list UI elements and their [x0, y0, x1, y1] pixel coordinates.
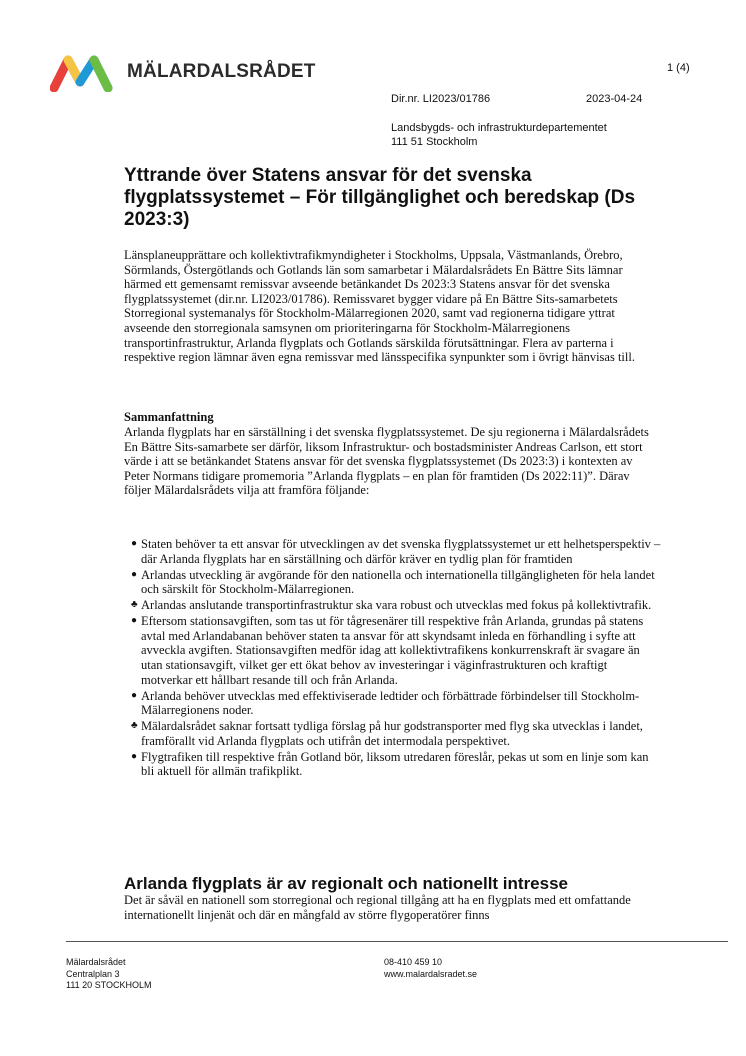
- document-title: Yttrande över Statens ansvar för det svenska flygplatssystemet – För tillgänglighet och beredskap (Ds 2023:3): [124, 165, 636, 230]
- list-item-text: Arlandas anslutande transportinfrastruktur ska vara robust och utvecklas med fokus på kollektivtrafik.: [141, 598, 652, 613]
- list-item: [131, 719, 661, 748]
- footer-divider: [66, 941, 728, 942]
- summary-paragraph: Arlanda flygplats har en särställning i det svenska flygplatssystemet. De sju regionerna i Mälardalsrådets En Bättre Sits-samarbete ser därför, liksom Infrastruktur- och bostadsminister Andreas Carlson, ett stort värde i att se betänkandet Statens ansvar för det svenska flygplatssystemet (Ds 2023:3) i kontexten av Peter Normans tidigare promemoria ”Arlanda flygplats – en plan för framtiden (Ds 2022:11)”. Därav följer Mälardalsrådets vilja att framföra följande:: [124, 425, 649, 498]
- summary-heading: Sammanfattning: [124, 410, 214, 424]
- footer-address: [66, 957, 152, 992]
- list-item: [131, 598, 661, 613]
- bullet-icon: ●: [131, 568, 138, 580]
- bullet-icon: ●: [131, 538, 138, 549]
- list-item-text: Flygtrafiken till respektive från Gotland bör, liksom utredaren föreslår, pekas ut som en linje som kan bli aktuell för allmän trafikplikt.: [141, 749, 649, 779]
- list-item-text: Arlandas utveckling är avgörande för den nationella och internationella tillgängligheten för hela landet och särskilt för Stockholm-Mälarregionen.: [141, 567, 655, 597]
- list-item-text: Staten behöver ta ett ansvar för utvecklingen av det svenska flygplatssystemet ur ett helhetsperspektiv – där Arlanda flygplats har en särställning och därför kräver en tydlig plan för framtiden: [141, 537, 661, 566]
- bullet-icon: ♣: [131, 720, 138, 732]
- list-item-text: Mälardalsrådet saknar fortsatt tydliga förslag på hur godstransporter med flyg ska utvecklas i landet, framförallt vid Arlanda flygplats och utifrån det intermodala perspektivet.: [141, 719, 643, 748]
- bullet-icon: ●: [131, 689, 138, 701]
- footer-contact: [384, 957, 477, 980]
- list-item: [131, 537, 661, 566]
- page-number: 1 (4): [667, 62, 690, 74]
- footer-postal: 111 20 STOCKHOLM: [66, 980, 152, 990]
- summary-bullet-list: [131, 537, 661, 780]
- intro-paragraph: Länsplaneupprättare och kollektivtrafikmyndigheter i Stockholms, Uppsala, Västmanlands, Örebro, Sörmlands, Östergötlands och Gotlands län som samarbetar i Mälardalsrådets En Bättre Sits lämnar härmed ett gemensamt remissvar avseende betänkandet Ds 2023:3 Statens ansvar för det svenska flygplatssystemet (dir.nr. LI2023/01786). Remissvaret bygger vidare på En Bättre Sits-samarbetets Storregional systemanalys för Stockholm-Mälarregionen 2020, samt vad regionerna tidigare yttrat avseende den storregionala samsynen om prioriteringarna för Stockholm-Mälarregionens transportinfrastruktur, Arlanda flygplats och Gotlands särskilda förutsättningar. Flera av parterna i respektive region lämnar även egna remissvar med länsspecifika synpunkter som i övrigt hänvisas till.: [124, 248, 635, 365]
- footer-web: www.malardalsradet.se: [384, 968, 478, 979]
- list-item: [131, 614, 661, 687]
- list-item-text: Eftersom stationsavgiften, som tas ut för tågresenärer till respektive från Arlanda, grundas på statens avtal med Arlandabanan behöver staten ta ansvar för att skyndsamt inleda en förhandling i syfte att avveckla avgiften. Stationsavgiften medför idag att kollektivtrafikens konkurrenskraft är svagare än utan stationsavgift, vilket ger ett ökat behov av investeringar i väginfrastrukturen och kraftigt motverkar ett hållbart resande till och från Arlanda.: [141, 614, 644, 687]
- bullet-icon: ♣: [131, 599, 138, 611]
- recipient-line: Landsbygds- och infrastrukturdepartementet: [391, 122, 607, 134]
- bullet-icon: ●: [131, 750, 138, 762]
- footer-phone: 08-410 459 10: [384, 957, 443, 967]
- section-heading: Arlanda flygplats är av regionalt och nationellt intresse: [124, 874, 569, 893]
- recipient-address: [391, 122, 607, 149]
- malardalsradet-logo-icon: [50, 52, 120, 92]
- section-paragraph: Det är såväl en nationell som storregional och regional tillgång att ha en flygplats med ett omfattande internationellt linjenät och där en mångfald av större flygoperatörer finns: [124, 893, 631, 922]
- footer-org: Mälardalsrådet: [66, 957, 126, 967]
- footer-street: Centralplan 3: [66, 968, 120, 979]
- list-item-text: Arlanda behöver utvecklas med effektiviserade ledtider och förbättrade förbindelser till Stockholm-Mälarregionens noder.: [141, 688, 640, 718]
- list-item: [131, 750, 661, 779]
- list-item: [131, 568, 661, 597]
- recipient-line: 111 51 Stockholm: [391, 135, 478, 148]
- document-date: 2023-04-24: [586, 93, 643, 105]
- diary-number: Dir.nr. LI2023/01786: [391, 93, 491, 105]
- bullet-icon: ●: [131, 615, 138, 627]
- list-item: [131, 689, 661, 718]
- brand-name: MÄLARDALSRÅDET: [127, 61, 316, 82]
